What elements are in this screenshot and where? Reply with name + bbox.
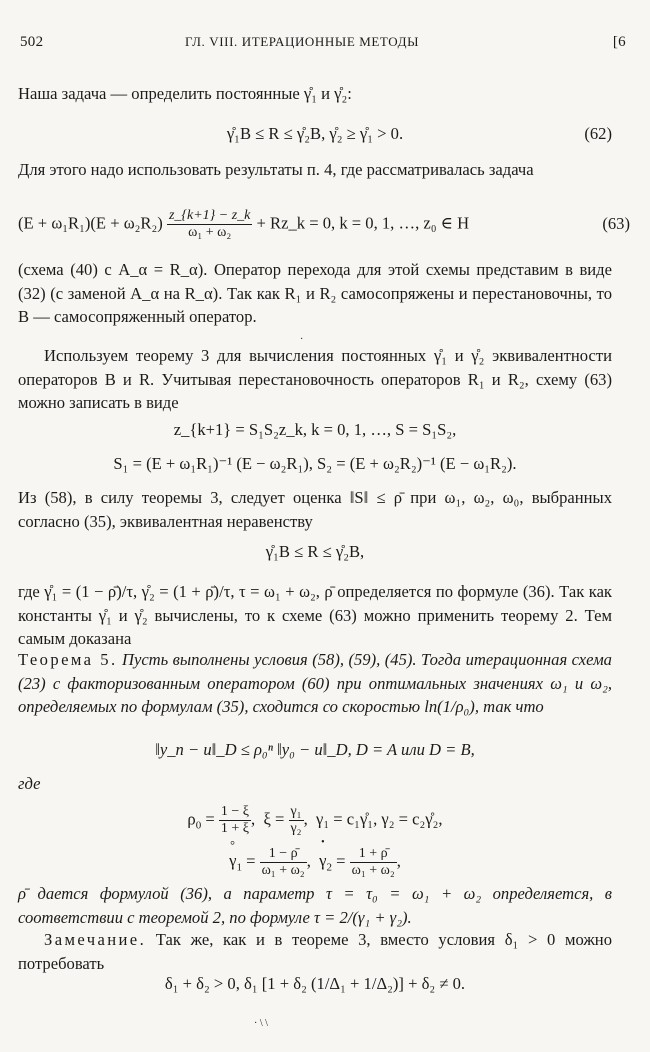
gamma2-fraction: $\frac{1 + \rhō}{\text{ω₁ + ω₂}}$ [351, 846, 395, 878]
equation-63 [18, 208, 612, 241]
equation-rho0-xi: $\rho_0$ = $\frac{1 - \xi}{1 + \xi}$ , ξ = $\frac{\text{γ₁}}{\text{γ₂}}$ , γ₁ = c₁γ̊₁, γ₂ = c₂γ̊₂, [187, 804, 443, 836]
xi-fraction: $\frac{\text{γ₁}}{\text{γ₂}}$ [290, 804, 302, 836]
equation-63-label: (63) [602, 214, 630, 233]
rho0-fraction: $\frac{1 - \xi}{1 + \xi}$ [220, 804, 249, 836]
paragraph-estimate: Из (58), в силу теоремы 3, следует оценка ‖S‖ ≤ ρ̄ при ω₁, ω₂, ω₀, выбранных согласно (35), эквивалентная неравенству [18, 488, 612, 531]
gamma1-fraction: $\frac{1 - \rhō}{\text{ω₁ + ω₂}}$ [261, 846, 305, 878]
where-label: где [18, 774, 41, 793]
paragraph-theorem3-usage: Используем теорему 3 для вычисления постоянных γ̊₁ и γ̊₂ эквивалентности операторов B и R. Учитывая перестановочность операторов R₁ и R₂, схему (63) можно записать в виде [18, 346, 612, 412]
equation-convergence: ‖y_n − u‖_D ≤ ρ₀ⁿ ‖y₀ − u‖_D, D = A или D = B, [155, 740, 475, 759]
print-speck: · [300, 334, 304, 345]
equation-63-fraction: $\frac{z\_\{k+1\} - z\_k}{\text{ω₁ + ω₂}}$ [168, 208, 251, 240]
equation-delta-condition: δ₁ + δ₂ > 0, δ₁ [1 + δ₂ (1/Δ₁ + 1/Δ₂)] + δ₂ ≠ 0. [164, 974, 466, 993]
paragraph-scheme: (схема (40) с A_α = R_α). Оператор перехода для этой схемы представим в виде (32) (с заменой A_α на R_α). Так как R₁ и R₂ самосопряжены и перестановочны, то B — самосопряженный оператор. [18, 260, 612, 326]
equation-equivalence: γ̊₁B ≤ R ≤ γ̊₂B, [265, 542, 365, 561]
remark [18, 928, 612, 975]
equation-iteration: z_{k+1} = S₁S₂z_k, k = 0, 1, …, S = S₁S₂, [173, 420, 457, 439]
page-number: 502 [20, 34, 44, 50]
print-speck: · \ \ [254, 1018, 268, 1029]
equation-gamma-rings: ° $\gamma_1$ = $\frac{1 - \rhō}{\text{ω₁ + ω₂}}$ , • $\gamma_2$ = $\frac{1 + \rhō}{\text{ω₁ + ω₂}}$ , [18, 846, 612, 879]
theorem-label: Теорема 5. [18, 650, 118, 669]
theorem-body: Пусть выполнены условия (58), (59), (45). Тогда итерационная схема (23) с факторизованным оператором (60) при оптимальных значениях ω₁ и ω₂, определяемых по формулам (35), сходится со скоростью ln(1/ρ₀), так что [18, 650, 612, 716]
equation-s-operators: S₁ = (E + ω₁R₁)⁻¹ (E − ω₂R₁), S₂ = (E + ω₂R₂)⁻¹ (E − ω₁R₂). [113, 454, 517, 473]
remark-label: Замечание. [44, 930, 147, 949]
equation-62-label: (62) [584, 124, 612, 143]
equation-62: γ̊₁B ≤ R ≤ γ̊₂B, γ̊₂ ≥ γ̊₁ > 0. [226, 124, 404, 143]
paragraph-constants: где γ̊₁ = (1 − ρ̄)/τ, γ̊₂ = (1 + ρ̄)/τ, τ = ω₁ + ω₂, ρ̄ определяется по формуле (36). Так как константы γ̊₁ и γ̊₂ вычислены, то к схеме (63) можно применить теорему 2. Тем самым доказана [18, 582, 612, 648]
equation-63-left: (E + ω₁R₁)(E + ω₂R₂) [18, 213, 163, 233]
paragraph-rho-tau: ρ̄ дается формулой (36), а параметр τ = τ₀ = ω₁ + ω₂ определяется, в соответствии с теоремой 2, по формуле τ = 2/(γ₁ + γ₂). [18, 884, 612, 927]
theorem-5 [18, 648, 612, 719]
gamma-definitions: γ₁ = c₁γ̊₁, γ₂ = c₂γ̊₂, [316, 809, 443, 829]
remark-body: Так же, как и в теореме 3, вместо условия δ₁ > 0 можно потребовать [18, 930, 612, 973]
paragraph-intro-problem: Для этого надо использовать результаты п. 4, где рассматривалась задача [18, 160, 534, 179]
paragraph-task: Наша задача — определить постоянные γ̊₁ и γ̊₂: [18, 84, 352, 103]
section-number: [6 [612, 34, 626, 50]
equation-63-right: + Rz_k = 0, k = 0, 1, …, z₀ ∈ H [256, 213, 470, 233]
running-header: ГЛ. VIII. ИТЕРАЦИОННЫЕ МЕТОДЫ [185, 34, 420, 49]
